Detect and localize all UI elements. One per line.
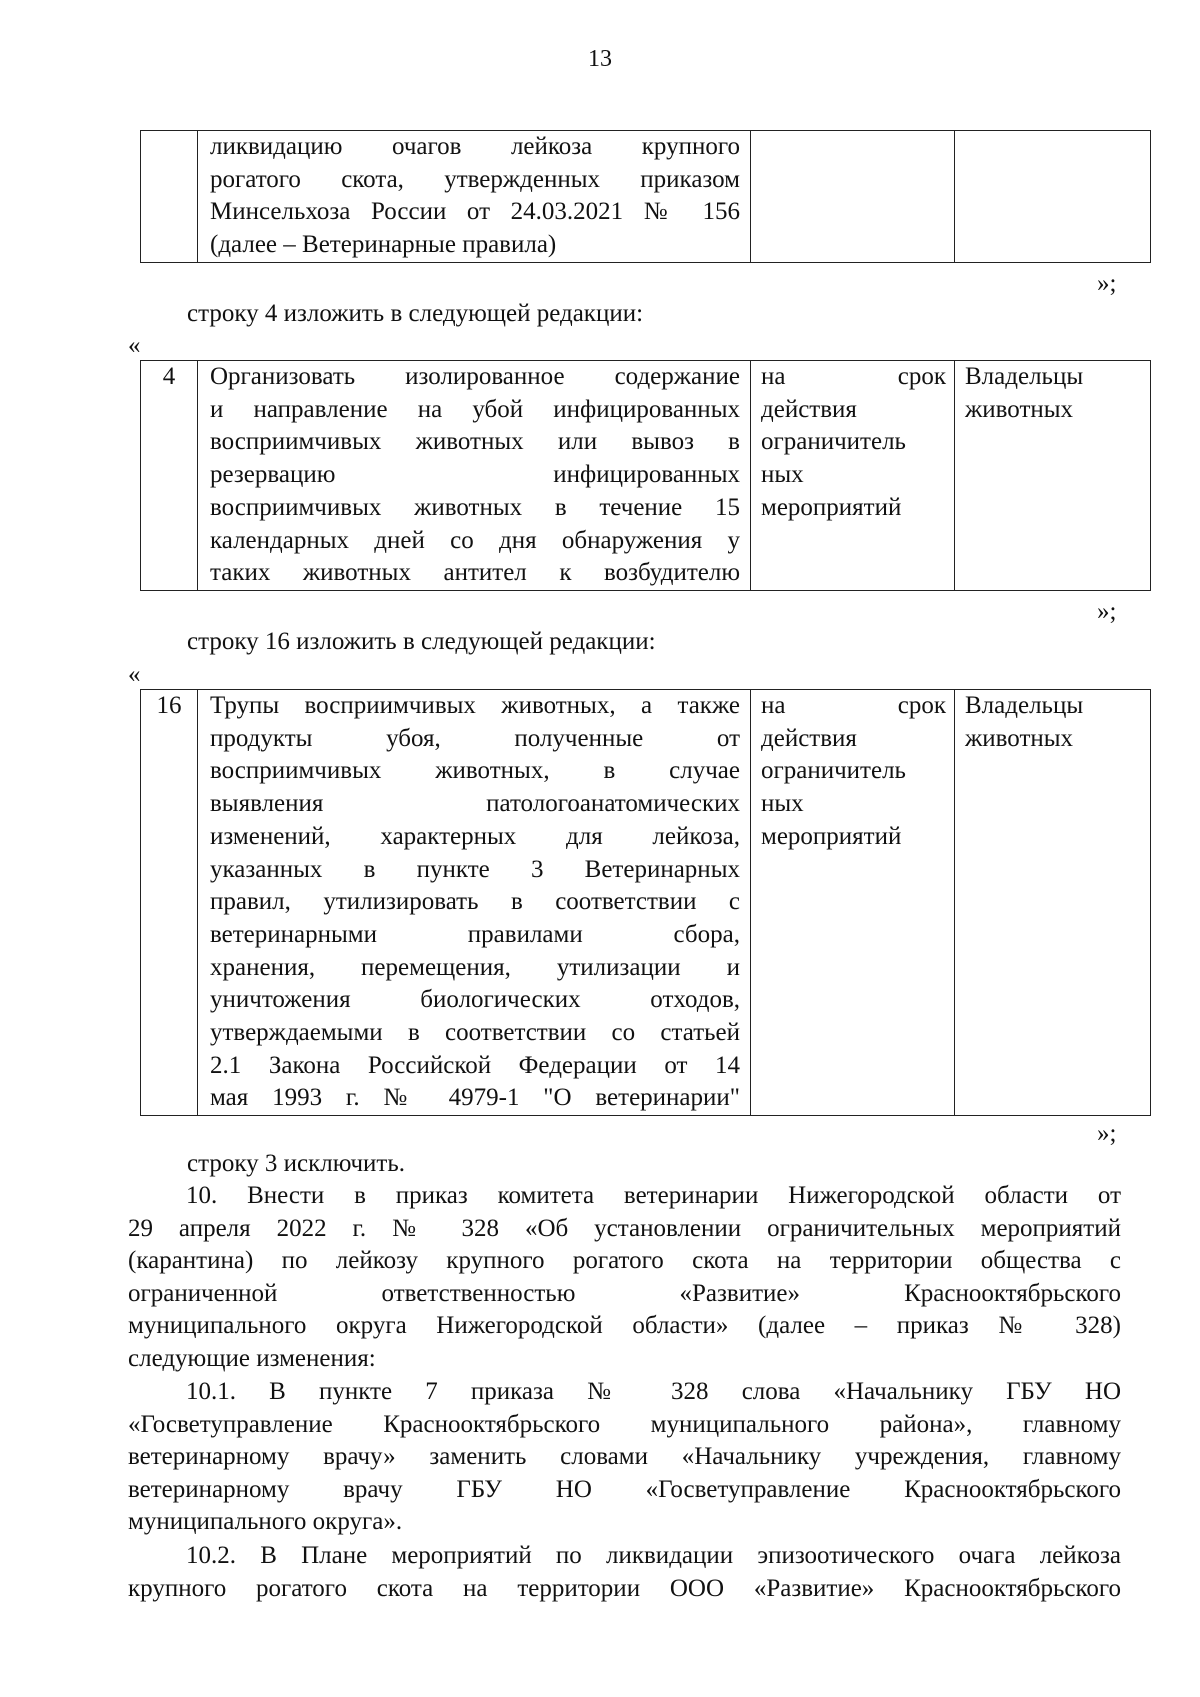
text-line: таких животных антител к возбудителю <box>210 559 740 587</box>
term-line: на срок <box>761 363 946 390</box>
text-line: выявления патологоанатомических <box>210 790 740 818</box>
term-line: ных <box>761 461 804 489</box>
text-line: резервацию инфицированных <box>210 461 740 489</box>
text-line: ликвидацию очагов лейкоза крупного <box>210 133 740 160</box>
paragraph-line: «Госветуправление Краснооктябрьского муниципального района», главному <box>128 1410 1121 1438</box>
text-line: и направление на убой инфицированных <box>210 395 740 423</box>
cell-term <box>751 131 955 263</box>
term-line: на срок <box>761 692 946 719</box>
text-line: изменений, характерных для лейкоза, <box>210 822 740 850</box>
text-line: Организовать изолированное содержание <box>210 363 740 390</box>
table-row <box>141 690 1151 1116</box>
paragraph-line: ветеринарному врачу» заменить словами «Начальнику учреждения, главному <box>128 1443 1121 1471</box>
exclude-row-3: строку 3 исключить. <box>187 1150 405 1177</box>
page-number: 13 <box>588 46 612 72</box>
paragraph-line: ограниченной ответственностью «Развитие» Краснооктябрьского <box>128 1279 1121 1307</box>
text-line: утверждаемыми в соответствии со статьей <box>210 1019 740 1047</box>
closing-quote: »; <box>1097 270 1117 297</box>
text-line: восприимчивых животных, в случае <box>210 757 740 785</box>
paragraph-10-1 <box>128 1376 1121 1539</box>
cell-term <box>751 361 955 591</box>
text-line: уничтожения биологических отходов, <box>210 986 740 1014</box>
paragraph-line: 29 апреля 2022 г. № 328 «Об установлении ограничительных мероприятий <box>128 1214 1121 1242</box>
paragraph-line: (карантина) по лейкозу крупного рогатого скота на территории общества с <box>128 1247 1121 1275</box>
row-4-table <box>140 360 1151 591</box>
text-line: правил, утилизировать в соответствии с <box>210 888 740 916</box>
text-line: (далее – Ветеринарные правила) <box>210 231 557 259</box>
opening-quote: « <box>128 332 141 359</box>
responsible-line: Владельцы <box>965 363 1084 390</box>
row-16-table <box>140 689 1151 1116</box>
cell-text <box>198 131 751 263</box>
paragraph-line: 10.1. В пункте 7 приказа № 328 слова «Начальнику ГБУ НО <box>186 1378 1121 1405</box>
table-row <box>141 361 1151 591</box>
term-line: действия <box>761 724 857 752</box>
cell-num: 16 <box>141 690 198 1116</box>
term-line: действия <box>761 395 857 423</box>
paragraph-10 <box>128 1180 1121 1376</box>
paragraph-line: муниципального округа Нижегородской области» (далее – приказ № 328) <box>128 1312 1121 1340</box>
text-line: восприимчивых животных в течение 15 <box>210 493 740 521</box>
paragraph-line: 10.2. В Плане мероприятий по ликвидации эпизоотического очага лейкоза <box>186 1542 1121 1569</box>
text-line: Трупы восприимчивых животных, а также <box>210 692 740 719</box>
paragraph-line: ветеринарному врачу ГБУ НО «Госветуправление Краснооктябрьского <box>128 1475 1121 1503</box>
table-row <box>141 131 1151 263</box>
term-line: ограничитель <box>761 428 906 456</box>
text-line: указанных в пункте 3 Ветеринарных <box>210 855 740 883</box>
cell-term <box>751 690 955 1116</box>
paragraph-line: 10. Внести в приказ комитета ветеринарии Нижегородской области от <box>186 1182 1121 1209</box>
paragraph-line: муниципального округа». <box>128 1508 403 1536</box>
intro-row-4: строку 4 изложить в следующей редакции: <box>187 300 644 327</box>
top-continuation-table <box>140 130 1151 263</box>
term-line: мероприятий <box>761 822 902 850</box>
term-line: мероприятий <box>761 493 902 521</box>
cell-text <box>198 361 751 591</box>
responsible-line: животных <box>965 395 1074 423</box>
text-line: продукты убоя, полученные от <box>210 724 740 752</box>
paragraph-10-2 <box>128 1540 1121 1605</box>
closing-quote: »; <box>1097 598 1117 625</box>
text-line: календарных дней со дня обнаружения у <box>210 526 740 554</box>
opening-quote: « <box>128 661 141 688</box>
text-line: 2.1 Закона Российской Федерации от 14 <box>210 1051 740 1079</box>
cell-responsible <box>955 690 1151 1116</box>
text-line: рогатого скота, утвержденных приказом <box>210 165 740 193</box>
intro-row-16: строку 16 изложить в следующей редакции: <box>187 628 656 655</box>
text-line: Минсельхоза России от 24.03.2021 № 156 <box>210 198 740 226</box>
cell-text <box>198 690 751 1116</box>
cell-responsible <box>955 361 1151 591</box>
text-line: восприимчивых животных или вывоз в <box>210 428 740 456</box>
cell-responsible <box>955 131 1151 263</box>
responsible-line: Владельцы <box>965 692 1084 719</box>
term-line: ограничитель <box>761 757 906 785</box>
text-line: ветеринарными правилами сбора, <box>210 920 740 948</box>
cell-num <box>141 131 198 263</box>
term-line: ных <box>761 790 804 818</box>
paragraph-line: следующие изменения: <box>128 1344 376 1372</box>
cell-num: 4 <box>141 361 198 591</box>
closing-quote: »; <box>1097 1120 1117 1147</box>
text-line: хранения, перемещения, утилизации и <box>210 953 740 981</box>
text-line: мая 1993 г. № 4979-1 "О ветеринарии" <box>210 1084 740 1112</box>
paragraph-line: крупного рогатого скота на территории ООО «Развитие» Краснооктябрьского <box>128 1574 1121 1602</box>
responsible-line: животных <box>965 724 1074 752</box>
